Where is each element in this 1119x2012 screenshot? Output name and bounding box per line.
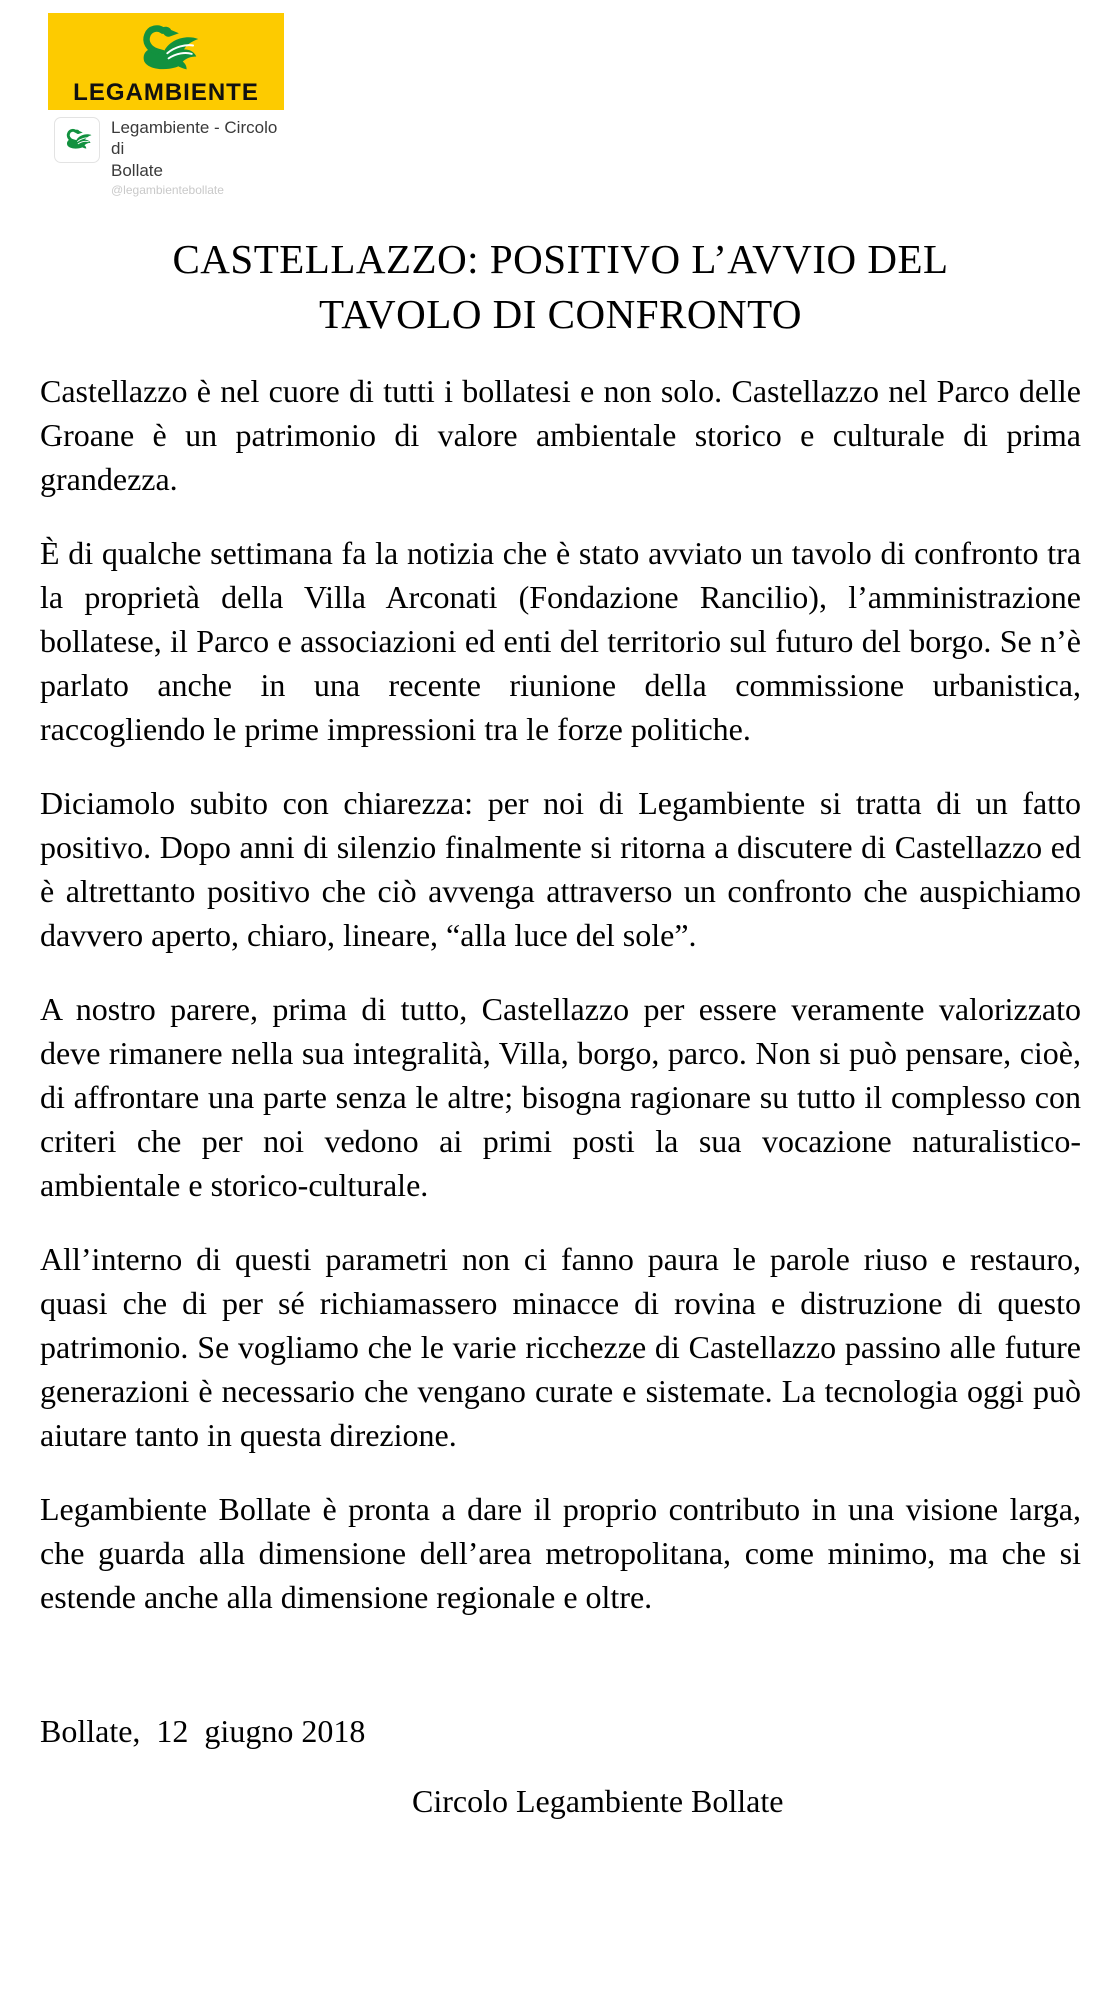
title-line-2: TAVOLO DI CONFRONTO [318, 291, 803, 338]
paragraph-5: All’interno di questi parametri non ci fanno paura le parole riuso e restauro, quasi che di per sé richiamassero minacce di rovina e distruzione di questo patrimonio. Se vogliamo che le varie ricchezze di Castellazzo passino alle future generazioni è necessario che vengano curate e sistemate. La tecnologia oggi può aiutare tanto in questa direzione. [40, 1240, 1081, 1453]
paragraph-2: È di qualche settimana fa la notizia che è stato avviato un tavolo di confronto tra la proprietà della Villa Arconati (Fondazione Rancilio), l’amministrazione bollatese, il Parco e associazioni ed enti del territorio sul futuro del borgo. Se n’è parlato anche in una recente riunione della commissione urbanistica, raccogliendo le prime impressioni tra le forze politiche. [40, 534, 1081, 747]
title-line-1: CASTELLAZZO: POSITIVO L’AVVIO DEL [172, 236, 949, 282]
date-line: Bollate, 12 giugno 2018 [40, 1712, 366, 1749]
paragraph-3: Diciamolo subito con chiarezza: per noi di Legambiente si tratta di un fatto positivo. Dopo anni di silenzio finalmente si ritorna a discutere di Castellazzo ed è altrettanto positivo che ciò avvenga attraverso un confronto che auspichiamo davvero aperto, chiaro, lineare, “alla luce del sole”. [40, 784, 1081, 953]
paragraph-1: Castellazzo è nel cuore di tutti i bollatesi e non solo. Castellazzo nel Parco delle Groane è un patrimonio di valore ambientale storico e culturale di prima grandezza. [40, 372, 1081, 497]
paragraph-6: Legambiente Bollate è pronta a dare il proprio contributo in una visione larga, che guarda alla dimensione dell’area metropolitana, come minimo, ma che si estende anche alla dimensione regionale e oltre. [40, 1490, 1081, 1615]
page-name-line1: Legambiente - Circolo di [111, 118, 278, 159]
page-name-line2: Bollate [111, 160, 163, 180]
logo-brand-text: LEGAMBIENTE [73, 79, 259, 106]
page-handle: @legambientebollate [111, 182, 224, 197]
paragraph-4: A nostro parere, prima di tutto, Castellazzo per essere veramente valorizzato deve rimanere nella sua integralità, Villa, borgo, parco. Non si può pensare, cioè, di affrontare una parte senza le altre; bisogna ragionare su tutto il complesso con criteri che per noi vedono ai primi posti la sua vocazione naturalistico-ambientale e storico-culturale. [40, 990, 1081, 1203]
page-title [40, 232, 1081, 343]
signature: Circolo Legambiente Bollate [412, 1782, 784, 1819]
document-body [40, 0, 1081, 1823]
